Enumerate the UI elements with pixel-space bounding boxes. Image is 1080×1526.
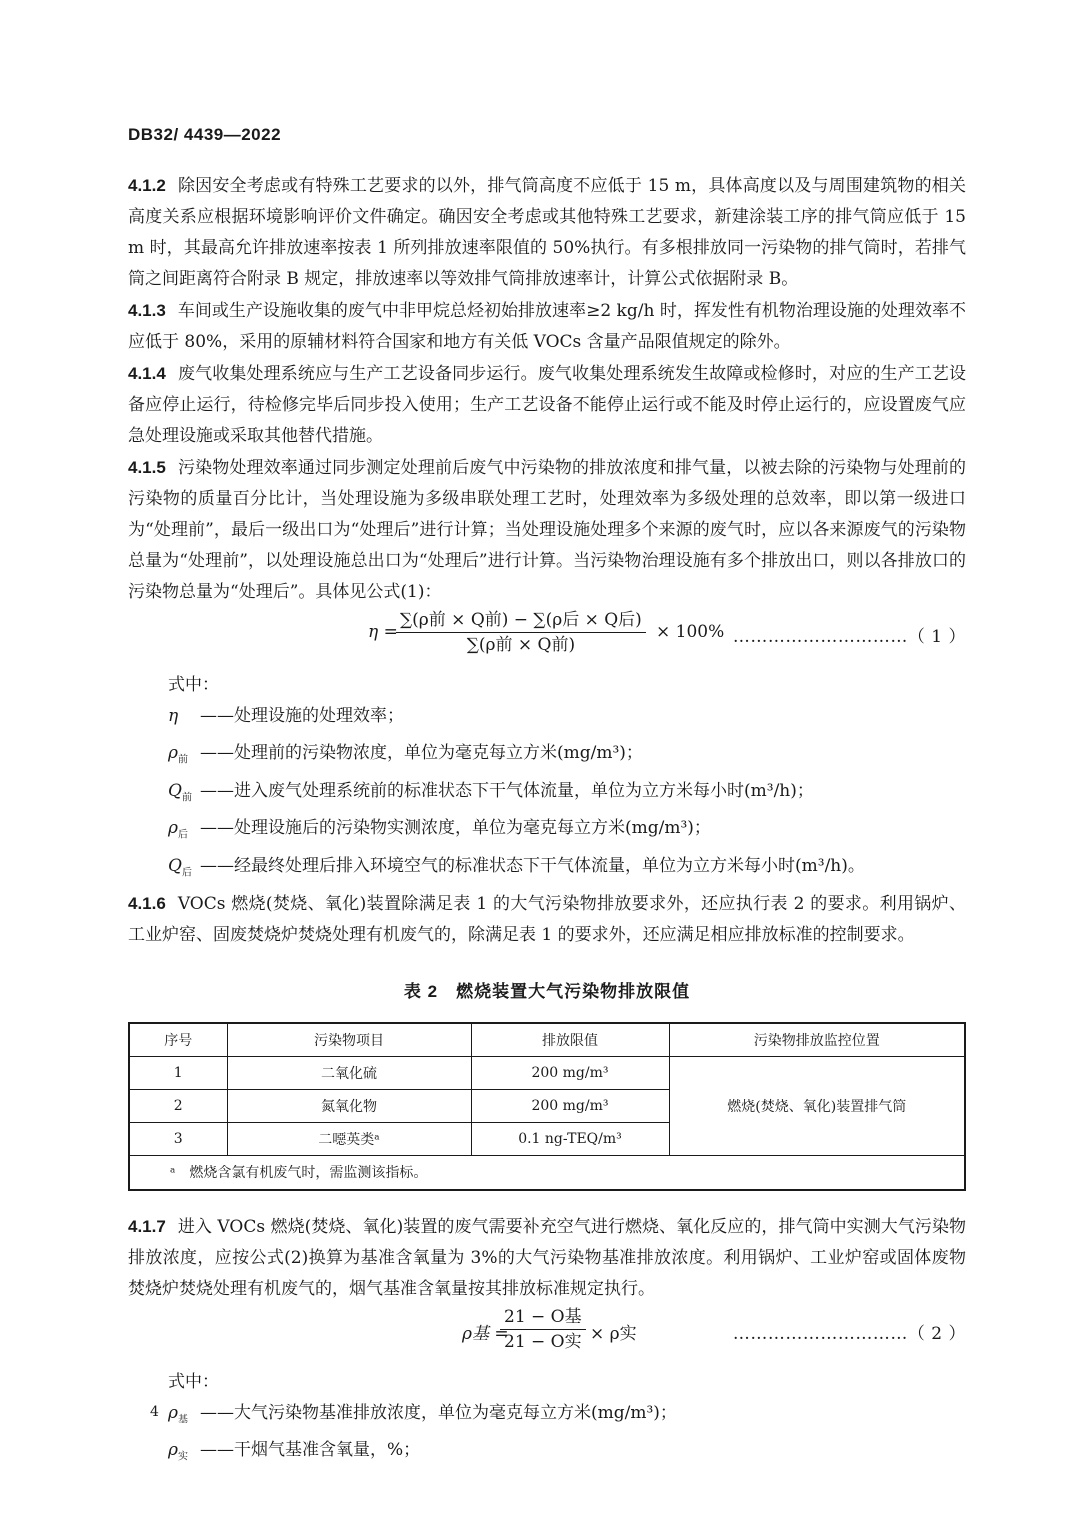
variable-definitions [128, 701, 966, 888]
page-number: 4 [150, 1404, 159, 1420]
table-title: 表 2 燃烧装置大气污染物排放限值 [403, 981, 691, 1001]
symbol-subscript: 基 [178, 1414, 188, 1426]
variable-symbol [168, 1435, 200, 1472]
emission-limits-table [128, 1022, 966, 1191]
variable-symbol [168, 813, 200, 850]
table-row [129, 1056, 965, 1089]
variable-description: ——干烟气基准含氧量，%； [200, 1440, 421, 1461]
column-header: 排放限值 [471, 1023, 669, 1057]
clause-number: 4.1.5 [128, 458, 166, 477]
variable-description: ——处理前的污染物浓度，单位为毫克每立方米(mg/m³)； [200, 743, 643, 764]
variable-description: ——处理设施后的污染物实测浓度，单位为毫克每立方米(mg/m³)； [200, 818, 711, 839]
clause-4-1-5 [128, 452, 966, 608]
clause-4-1-7 [128, 1211, 966, 1305]
symbol-letter: Q [168, 855, 182, 876]
clause-text: 污染物处理效率通过同步测定处理前后废气中污染物的排放浓度和排气量，以被去除的污染物与处理前的污染物的质量百分比计，当处理设施为多级串联处理工艺时，处理效率为多级处理的总效率，即以第一级进口为“处理前”，最后一级出口为“处理后”进行计算；当处理设施处理多个来源的废气时，应以各来源废气的污染物总量为“处理前”，以处理设施总出口为“处理后”进行计算。当污染物治理设施有多个排放出口，则以各排放口的污染物总量为“处理后”。具体见公式(1)： [128, 458, 966, 602]
clause-number: 4.1.4 [128, 364, 166, 383]
formula-fraction [396, 608, 646, 657]
formula-denominator: ∑(ρ前 × Q前) [466, 635, 576, 655]
symbol-subscript: 实 [178, 1451, 188, 1463]
variable-definitions [128, 1398, 966, 1473]
variable-symbol [168, 776, 200, 813]
formula-numerator: 21 − O基 [500, 1305, 586, 1330]
clause-text: 车间或生产设施收集的废气中非甲烷总烃初始排放速率≥2 kg/h 时，挥发性有机物治理设施的处理效率不应低于 80%，采用的原辅材料符合国家和地方有关低 VOCs 含量产品限值规定的除外。 [128, 301, 966, 352]
clause-4-1-2 [128, 170, 966, 295]
where-label: 式中： [168, 675, 219, 695]
document-code: DB32/ 4439—2022 [128, 125, 282, 144]
clause-text: 除因安全考虑或有特殊工艺要求的以外，排气筒高度不应低于 15 m，具体高度以及与周围建筑物的相关高度关系应根据环境影响评价文件确定。确因安全考虑或其他特殊工艺要求，新建涂装工序的排气筒应低于 15 m 时，其最高允许排放速率按表 1 所列排放速率限值的 50%执行。有多根排放同一污染物的排气筒时，若排气筒之间距离符合附录 B 规定，排放速率以等效排气筒排放速率计，计算公式依据附录 B。 [128, 176, 966, 289]
variable-description: ——大气污染物基准排放浓度，单位为毫克每立方米(mg/m³)； [200, 1402, 677, 1423]
formula-lhs: η = [368, 622, 398, 642]
page-content [128, 170, 966, 1473]
row-number: 1 [129, 1056, 227, 1089]
variable-symbol [168, 738, 200, 775]
table-footnote: ᵃ 燃烧含氯有机废气时，需监测该指标。 [129, 1155, 965, 1190]
symbol-letter: ρ [168, 1402, 178, 1423]
variable-definition [168, 1435, 966, 1472]
column-header: 污染物排放监控位置 [669, 1023, 965, 1057]
symbol-letter: ρ [168, 1440, 178, 1461]
formula-reference: …………………………（ 1 ） [732, 627, 966, 647]
formula-rhs: × ρ实 [590, 1323, 637, 1344]
variable-symbol [168, 701, 200, 738]
formula-rhs: × 100% [656, 622, 725, 642]
clause-4-1-3 [128, 295, 966, 358]
symbol-letter: ρ [168, 743, 178, 764]
column-header: 污染物项目 [227, 1023, 471, 1057]
variable-definition [168, 851, 966, 888]
clause-number: 4.1.3 [128, 301, 166, 320]
symbol-letter: Q [168, 780, 182, 801]
symbol-subscript: 前 [181, 792, 192, 804]
clause-4-1-6 [128, 888, 966, 951]
formula-lhs: ρ基 = [462, 1323, 509, 1344]
emission-limit: 200 mg/m³ [471, 1089, 669, 1122]
formula-reference: …………………………（ 2 ） [732, 1323, 966, 1344]
variable-definition [168, 776, 966, 813]
symbol-subscript: 后 [178, 829, 188, 841]
variable-description: ——处理设施的处理效率； [200, 706, 404, 726]
clause-number: 4.1.7 [128, 1216, 166, 1236]
variable-symbol [168, 851, 200, 888]
clause-number: 4.1.6 [128, 893, 166, 913]
table-header-row [129, 1023, 965, 1057]
clause-4-1-4 [128, 358, 966, 452]
pollutant-item: 氮氧化物 [227, 1089, 471, 1122]
formula-fraction [500, 1305, 586, 1354]
emission-limit: 0.1 ng-TEQ/m³ [471, 1122, 669, 1155]
clause-text: 进入 VOCs 燃烧(焚烧、氧化)装置的废气需要补充空气进行燃烧、氧化反应的，排气筒中实测大气污染物排放浓度，应按公式(2)换算为基准含氧量为 3%的大气污染物基准排放浓度。利用锅炉、工业炉窑或固体废物焚烧炉焚烧处理有机废气的，烟气基准含氧量按其排放标准规定执行。 [128, 1216, 966, 1299]
clause-number: 4.1.2 [128, 176, 166, 195]
variable-description: ——经最终处理后排入环境空气的标准状态下干气体流量，单位为立方米每小时(m³/h)。 [200, 855, 865, 876]
column-header: 序号 [129, 1023, 227, 1057]
variable-definition [168, 738, 966, 775]
variable-symbol [168, 1398, 200, 1435]
emission-limit: 200 mg/m³ [471, 1056, 669, 1089]
monitoring-location: 燃烧(焚烧、氧化)装置排气筒 [669, 1056, 965, 1155]
symbol-subscript: 后 [181, 866, 192, 878]
formula-denominator: 21 − O实 [504, 1331, 582, 1352]
symbol-subscript: 前 [178, 754, 188, 766]
where-label: 式中： [168, 1371, 219, 1392]
variable-definition [168, 701, 966, 738]
variable-description: ——进入废气处理系统前的标准状态下干气体流量，单位为立方米每小时(m³/h)； [200, 780, 814, 801]
variable-definition [168, 1398, 966, 1435]
formula-1 [128, 608, 966, 664]
pollutant-item: 二噁英类ᵃ [227, 1122, 471, 1155]
variable-definition [168, 813, 966, 850]
clause-text: 废气收集处理系统应与生产工艺设备同步运行。废气收集处理系统发生故障或检修时，对应的生产工艺设备应停止运行，待检修完毕后同步投入使用；生产工艺设备不能停止运行或不能及时停止运行的，应设置废气应急处理设施或采取其他替代措施。 [128, 364, 966, 446]
clause-text: VOCs 燃烧(焚烧、氧化)装置除满足表 1 的大气污染物排放要求外，还应执行表 2 的要求。利用锅炉、工业炉窑、固废焚烧炉焚烧处理有机废气的，除满足表 1 的要求外，还应满足相应排放标准的控制要求。 [128, 893, 966, 945]
row-number: 3 [129, 1122, 227, 1155]
symbol-letter: ρ [168, 818, 178, 839]
formula-2 [128, 1305, 966, 1361]
symbol-letter: η [168, 706, 179, 726]
table-note-row [129, 1155, 965, 1190]
formula-numerator: ∑(ρ前 × Q前) − ∑(ρ后 × Q后) [396, 608, 646, 633]
row-number: 2 [129, 1089, 227, 1122]
pollutant-item: 二氧化硫 [227, 1056, 471, 1089]
